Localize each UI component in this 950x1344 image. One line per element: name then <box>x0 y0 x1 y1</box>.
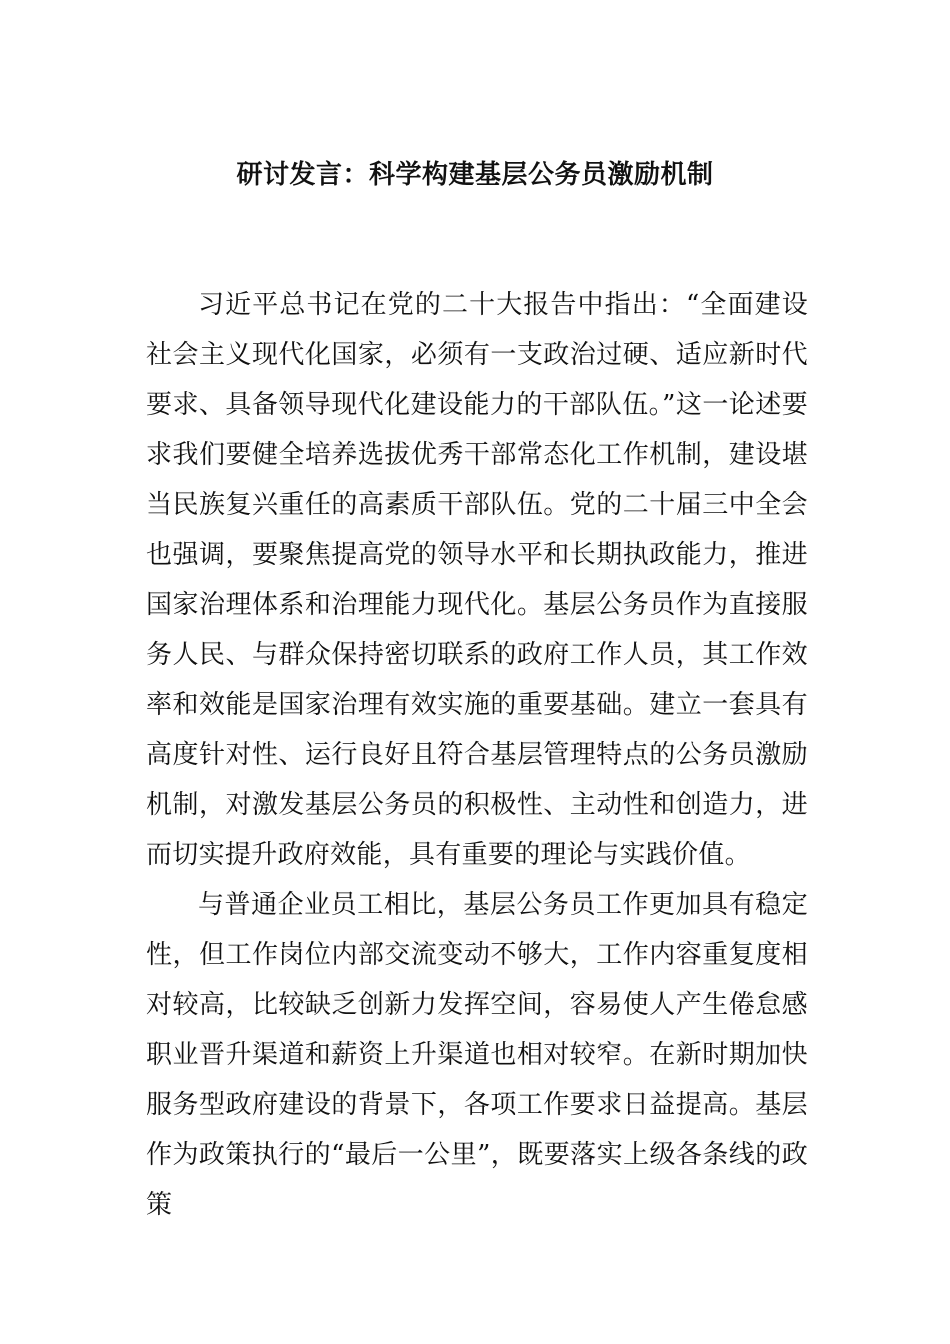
paragraph-1: 习近平总书记在党的二十大报告中指出：“全面建设社会主义现代化国家，必须有一支政治过硬、适应新时代要求、具备领导现代化建设能力的干部队伍。”这一论述要求我们要健全培养选拔优秀干部常态化工作机制，建设堪当民族复兴重任的高素质干部队伍。党的二十届三中全会也强调，要聚焦提高党的领导水平和长期执政能力，推进国家治理体系和治理能力现代化。基层公务员作为直接服务人民、与群众保持密切联系的政府工作人员，其工作效率和效能是国家治理有效实施的重要基础。建立一套具有高度针对性、运行良好且符合基层管理特点的公务员激励机制，对激发基层公务员的积极性、主动性和创造力，进而切实提升政府效能，具有重要的理论与实践价值。 <box>146 290 808 870</box>
document-title: 研讨发言：科学构建基层公务员激励机制 <box>236 160 714 190</box>
document-body <box>146 280 808 1230</box>
paragraph-2: 与普通企业员工相比，基层公务员工作更加具有稳定性，但工作岗位内部交流变动不够大，工作内容重复度相对较高，比较缺乏创新力发挥空间，容易使人产生倦怠感职业晋升渠道和薪资上升渠道也相对较窄。在新时期加快服务型政府建设的背景下，各项工作要求日益提高。基层作为政策执行的“最后一公里”，既要落实上级各条线的政策 <box>146 890 808 1220</box>
